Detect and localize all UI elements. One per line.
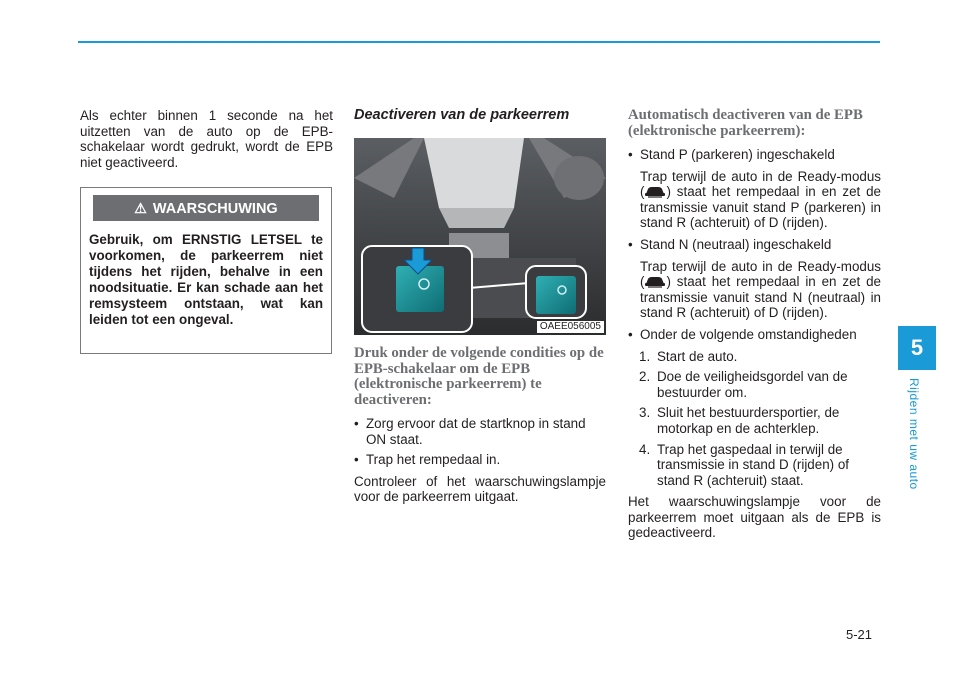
epb-switch-photo (354, 138, 606, 335)
list-item (628, 369, 881, 400)
step-text: Trap het gaspedaal in terwijl de transmissie in stand D (rijden) of stand R (achteruit) staat. (657, 441, 850, 488)
page-number: 5-21 (846, 627, 873, 642)
list-item (628, 349, 881, 365)
list-item (628, 442, 881, 489)
step-number: 2. (639, 369, 651, 385)
bullet-list (628, 327, 881, 343)
subheading-conditions: Druk onder de volgende condities op de EPB-schakelaar om de EPB (elektronische parkeerrem) te deactiveren: (354, 345, 604, 408)
section-heading-deactivate: Deactiveren van de parkeerrem (354, 107, 570, 123)
bullet-list (628, 147, 881, 163)
step-number: 1. (639, 348, 651, 364)
bullet-list (354, 416, 606, 468)
car-ready-icon (644, 184, 666, 198)
instruction-text: Trap terwijl de auto in de Ready-modus ( (640, 258, 881, 290)
instruction-paragraph (628, 169, 881, 231)
car-ready-icon (644, 274, 666, 288)
header-rule (78, 41, 880, 43)
parking-brake-button-icon (396, 266, 444, 312)
numbered-list (628, 349, 881, 489)
list-item: • Stand P (parkeren) ingeschakeld (628, 147, 881, 163)
list-item: • Stand N (neutraal) ingeschakeld (628, 237, 881, 253)
chapter-tab: 5 (898, 326, 936, 370)
list-item (628, 405, 881, 436)
instruction-text: Trap terwijl de auto in de Ready-modus ( (640, 168, 881, 200)
warning-box (80, 187, 332, 354)
warning-triangle-icon: ⚠ (134, 200, 147, 216)
column-right (628, 108, 881, 547)
list-item: • Zorg ervoor dat de startknop in stand ON staat. (354, 416, 606, 447)
column-middle (354, 108, 606, 134)
intro-paragraph: Als echter binnen 1 seconde na het uitzetten van de auto op de EPB-schakelaar wordt gedrukt, wordt de EPB niet geactiveerd. (80, 108, 333, 170)
warning-text: Gebruik, om ERNSTIG LETSEL te voorkomen, de parkeerrem niet tijdens het rijden, behalve in een noodsituatie. Er kan schade aan het remsysteem ontstaan, wat kan leiden tot een ongeval. (89, 232, 323, 327)
instruction-text: ) staat het rempedaal in en zet de transmissie vanuit stand P (parkeren) in stand R (achteruit) of D (rijden). (640, 184, 881, 231)
warning-header (93, 195, 319, 221)
step-number: 4. (639, 441, 651, 457)
step-text: Sluit het bestuurdersportier, de motorkap en de achterklep. (657, 405, 840, 436)
step-text: Doe de veiligheidsgordel van de bestuurder om. (657, 369, 848, 400)
chapter-label: Rijden met uw auto (907, 378, 921, 490)
closing-paragraph: Controleer of het waarschuwingslampje voor de parkeerrem uitgaat. (354, 473, 606, 505)
column-left (80, 108, 333, 176)
instruction-paragraph (628, 259, 881, 321)
closing-paragraph: Het waarschuwingslampje voor de parkeerrem moet uitgaan als de EPB is gedeactiveerd. (628, 494, 881, 541)
instruction-text: ) staat het rempedaal in en zet de transmissie vanuit stand N (neutraal) in stand R (achteruit) of D (rijden). (640, 274, 881, 321)
console-illustration (354, 138, 606, 335)
warning-title: WAARSCHUWING (152, 201, 278, 217)
section-heading-auto: Automatisch deactiveren van de EPB (elektronische parkeerrem): (628, 107, 863, 139)
step-number: 3. (639, 405, 651, 421)
step-text: Start de auto. (657, 348, 738, 364)
image-code: OAEE056005 (537, 321, 604, 333)
list-item: • Trap het rempedaal in. (354, 452, 606, 468)
column-middle-lower (354, 346, 606, 511)
bullet-list (628, 237, 881, 253)
list-item: • Onder de volgende omstandigheden (628, 327, 881, 343)
